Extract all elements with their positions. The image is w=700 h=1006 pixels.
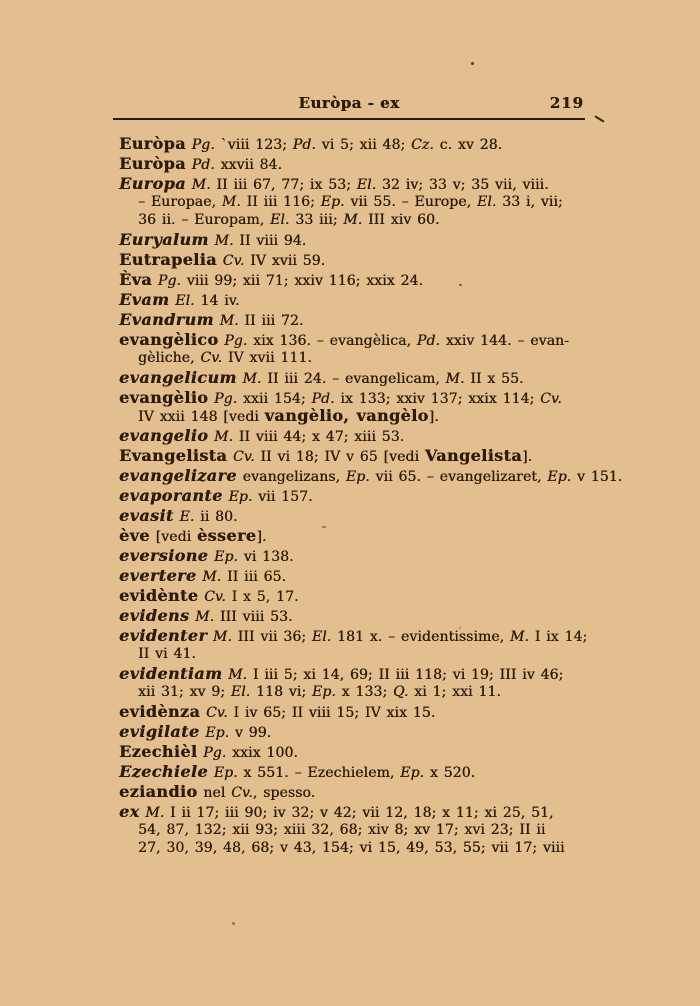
index-entry (119, 311, 585, 329)
cross-reference: vangèlio, vangèlo (264, 406, 429, 425)
work-abbreviation: Ep. (311, 684, 336, 700)
entry-text: v 151. (571, 469, 623, 485)
entry-text: vii 157. (252, 489, 313, 505)
scan-speck (471, 62, 474, 65)
entry-continuation-line (119, 645, 585, 663)
entry-headword: Evandrum (119, 310, 214, 329)
entry-text: II vi 18; IV v 65 [vedi (254, 449, 425, 465)
running-title: Euròpa - ex (298, 94, 400, 112)
entry-text: 32 iv; 33 v; 35 vii, viii. (376, 177, 549, 193)
entry-first-line (119, 665, 585, 683)
entry-first-line (119, 783, 585, 801)
entry-first-line (119, 487, 585, 505)
entry-text: II x 55. (464, 371, 524, 387)
work-abbreviation: Cv. (540, 391, 562, 407)
work-abbreviation: Pg. (224, 333, 248, 349)
entry-text: ˋviii 123; (214, 137, 293, 153)
entry-text: xi 1; xxi 11. (408, 684, 501, 700)
entry-text: xxix 100. (226, 745, 298, 761)
entry-headword: Ezechiele (119, 762, 208, 781)
index-entry (119, 389, 585, 425)
index-entry (119, 567, 585, 585)
entry-text: ]. (522, 449, 533, 465)
work-abbreviation: Cv. (222, 253, 245, 269)
index-entry (119, 626, 588, 663)
work-abbreviation: Cz. (411, 137, 434, 153)
index-entry (119, 466, 623, 485)
entry-first-line (119, 271, 585, 289)
entry-continuation-line (119, 193, 585, 211)
entry-text: II iii 24. – evangelicam, (261, 371, 446, 387)
entry-text: II iii 72. (238, 313, 304, 329)
work-abbreviation: Pd. (292, 137, 316, 153)
entry-first-line (119, 607, 585, 625)
entry-headword: evidens (119, 606, 190, 625)
entry-text: 27, 30, 39, 48, 68; v 43, 154; vi 15, 49, 53, 55; vii 17; viii (138, 840, 565, 856)
entry-text: II vi 41. (138, 646, 196, 662)
entry-first-line (119, 291, 585, 309)
entry-text: xxii 154; (237, 391, 312, 407)
index-entries (113, 120, 623, 857)
entry-text: xxiv 144. – evan- (439, 333, 570, 349)
work-abbreviation: Ep. (547, 469, 572, 485)
entry-text: x 133; (335, 684, 393, 700)
entry-first-line (119, 466, 623, 485)
index-entry (119, 369, 585, 387)
work-abbreviation: Pd. (311, 391, 335, 407)
entry-text: [vedi (149, 529, 197, 545)
entry-text: – Europae, (138, 194, 222, 210)
entry-first-line (119, 231, 585, 249)
index-entry (119, 507, 585, 525)
entry-first-line (119, 311, 585, 329)
index-entry (119, 427, 585, 445)
work-abbreviation: Q. (392, 684, 409, 700)
work-abbreviation: M. (221, 194, 241, 210)
work-abbreviation: M. (202, 569, 222, 585)
entry-first-line (119, 135, 585, 153)
entry-first-line (119, 527, 585, 545)
entry-text: x 520. (424, 765, 476, 781)
entry-text: xxvii 84. (214, 157, 283, 173)
work-abbreviation: M. (191, 177, 211, 193)
entry-text: II iii 65. (221, 569, 287, 585)
entry-headword: eversione (119, 546, 209, 565)
entry-continuation-line (119, 349, 585, 367)
index-entry (119, 607, 585, 625)
work-abbreviation: E. (179, 509, 195, 525)
work-abbreviation: M. (343, 212, 363, 228)
entry-continuation-line (119, 821, 585, 839)
entry-first-line (119, 175, 585, 193)
entry-first-line (119, 587, 585, 605)
index-entry (119, 155, 585, 173)
entry-text: I ix 14; (528, 629, 588, 645)
entry-text: vii 65. – evangelizaret, (369, 469, 548, 485)
index-entry (119, 547, 585, 565)
work-abbreviation: El. (175, 293, 195, 309)
entry-first-line (119, 743, 585, 761)
entry-first-line (119, 331, 585, 349)
work-abbreviation: M. (195, 609, 215, 625)
cross-reference: Vangelista (424, 446, 523, 465)
entry-first-line (119, 447, 585, 465)
entry-headword: Euròpa (119, 134, 186, 153)
work-abbreviation: Ep. (320, 194, 345, 210)
entry-text: nel (197, 785, 232, 801)
entry-text: v 99. (229, 725, 272, 741)
work-abbreviation: Cv. (232, 449, 255, 465)
entry-first-line (119, 626, 588, 645)
entry-text: I iii 5; xi 14, 69; II iii 118; vi 19; III iv 46; (247, 667, 564, 683)
entry-continuation-line (119, 683, 585, 701)
entry-headword: evangèlico (119, 330, 219, 349)
cross-reference: èssere (196, 526, 257, 545)
index-entry (119, 527, 585, 545)
entry-text: xii 31; xv 9; (138, 684, 231, 700)
entry-headword: Eutrapelia (119, 250, 217, 269)
entry-text: 36 ii. – Europam, (138, 212, 271, 228)
entry-text: II viii 94. (233, 233, 307, 249)
entry-text: II iii 67, 77; ix 53; (210, 177, 357, 193)
entry-headword: ève (119, 526, 150, 545)
entry-headword: evaporante (119, 486, 223, 505)
entry-first-line (119, 251, 585, 269)
entry-first-line (119, 155, 585, 173)
work-abbreviation: El. (356, 177, 377, 193)
work-abbreviation: M. (219, 313, 239, 329)
entry-headword: evidenter (119, 626, 208, 645)
entry-text: III vii 36; (231, 629, 312, 645)
entry-text: IV xvii 59. (244, 253, 326, 269)
work-abbreviation: M. (509, 629, 529, 645)
entry-text: IV xxii 148 [vedi (138, 409, 265, 425)
entry-first-line (119, 723, 585, 741)
entry-first-line (119, 389, 585, 407)
entry-text: vii 55. – Europe, (344, 194, 477, 210)
entry-text: I iv 65; II viii 15; IV xix 15. (227, 705, 436, 721)
entry-headword: Ezechièl (119, 742, 198, 761)
entry-text: gèliche, (138, 350, 201, 366)
entry-text: I x 5, 17. (225, 589, 299, 605)
work-abbreviation: Cv. (231, 785, 253, 801)
index-entry (119, 231, 585, 249)
work-abbreviation: M. (228, 667, 248, 683)
entry-text: vi 5; xii 48; (315, 137, 412, 153)
index-entry (119, 803, 585, 857)
index-entry (119, 135, 585, 153)
entry-continuation-line (119, 839, 585, 857)
index-entry (119, 175, 585, 229)
entry-text: II viii 44; x 47; xiii 53. (233, 429, 405, 445)
work-abbreviation: M. (212, 629, 232, 645)
work-abbreviation: M. (214, 233, 234, 249)
work-abbreviation: Pg. (203, 745, 227, 761)
entry-text: evangelizans, (236, 469, 346, 485)
entry-first-line (119, 507, 585, 525)
entry-headword: Evangelista (119, 446, 228, 465)
entry-text: x 551. – Ezechielem, (237, 765, 401, 781)
entry-text: II iii 116; (240, 194, 321, 210)
entry-first-line (119, 703, 585, 721)
entry-text: ii 80. (194, 509, 238, 525)
entry-text: 181 x. – evidentissime, (331, 629, 510, 645)
entry-first-line (119, 803, 585, 821)
page-header (113, 94, 585, 114)
entry-continuation-line (119, 407, 585, 425)
entry-text: 54, 87, 132; xii 93; xiii 32, 68; xiv 8; xv 17; xvi 23; II ii (138, 822, 546, 838)
work-abbreviation: Cv. (205, 705, 228, 721)
entry-headword: evidènte (119, 586, 199, 605)
entry-text: 33 iii; (289, 212, 344, 228)
work-abbreviation: Pg. (191, 137, 215, 153)
entry-headword: Evam (119, 290, 170, 309)
index-entry (119, 703, 585, 721)
entry-text: xix 136. – evangèlica, (247, 333, 417, 349)
work-abbreviation: Pg. (214, 391, 238, 407)
work-abbreviation: El. (270, 212, 290, 228)
entry-headword: Èva (119, 270, 153, 289)
entry-text: ]. (428, 409, 439, 425)
entry-text: IV xvii 111. (222, 350, 312, 366)
entry-headword: evangelizare (119, 466, 237, 485)
index-entry (119, 743, 585, 761)
work-abbreviation: Pg. (157, 273, 181, 289)
index-entry (119, 447, 585, 465)
scan-speck (459, 627, 461, 629)
index-entry (119, 291, 585, 309)
entry-first-line (119, 369, 585, 387)
index-entry (119, 665, 585, 701)
entry-first-line (119, 427, 585, 445)
index-entry (119, 487, 585, 505)
index-entry (119, 723, 585, 741)
entry-headword: eziandio (119, 782, 198, 801)
entry-first-line (119, 763, 585, 781)
index-entry (119, 783, 585, 801)
entry-headword: evasit (119, 506, 174, 525)
scan-speck (459, 284, 462, 286)
work-abbreviation: Pd. (416, 333, 440, 349)
scan-tick-mark (594, 115, 604, 123)
work-abbreviation: Ep. (345, 469, 370, 485)
entry-text: c. xv 28. (433, 137, 503, 153)
index-entry (119, 251, 585, 269)
work-abbreviation: Cv. (200, 350, 223, 366)
work-abbreviation: Pd. (191, 157, 215, 173)
entry-headword: Euròpa (119, 154, 186, 173)
work-abbreviation: M. (145, 805, 165, 821)
entry-headword: evigilate (119, 722, 200, 741)
entry-headword: evertere (119, 566, 197, 585)
entry-text: 14 iv. (194, 293, 240, 309)
work-abbreviation: M. (214, 429, 234, 445)
entry-text: 33 i, vii; (496, 194, 563, 210)
entry-first-line (119, 547, 585, 565)
scan-speck (322, 526, 326, 528)
entry-continuation-line (119, 211, 585, 229)
entry-headword: evangelio (119, 426, 209, 445)
work-abbreviation: El. (230, 684, 251, 700)
entry-headword: ex (119, 802, 140, 821)
work-abbreviation: El. (476, 194, 497, 210)
index-entry (119, 587, 585, 605)
entry-text: ix 133; xxiv 137; xxix 114; (334, 391, 541, 407)
index-entry (119, 271, 585, 289)
work-abbreviation: M. (445, 371, 465, 387)
work-abbreviation: M. (242, 371, 262, 387)
page-number: 219 (549, 94, 584, 112)
entry-text: III viii 53. (214, 609, 293, 625)
entry-headword: evidènza (119, 702, 201, 721)
work-abbreviation: Cv. (204, 589, 226, 605)
entry-headword: evangelicum (119, 368, 237, 387)
entry-text: ]. (256, 529, 267, 545)
entry-headword: Europa (119, 174, 186, 193)
work-abbreviation: El. (311, 629, 332, 645)
work-abbreviation: Ep. (228, 489, 253, 505)
entry-text: vi 138. (237, 549, 294, 565)
entry-text: III xiv 60. (362, 212, 440, 228)
entry-headword: evidentiam (119, 664, 223, 683)
work-abbreviation: Ep. (213, 765, 238, 781)
scan-speck (232, 922, 235, 925)
index-entry (119, 331, 585, 367)
entry-text: viii 99; xii 71; xxiv 116; xxix 24. (180, 273, 424, 289)
entry-text: , spesso. (252, 785, 316, 801)
work-abbreviation: Ep. (400, 765, 425, 781)
entry-headword: evangèlio (119, 388, 209, 407)
work-abbreviation: Ep. (205, 725, 230, 741)
entry-first-line (119, 567, 585, 585)
index-entry (119, 763, 585, 781)
entry-text: I ii 17; iii 90; iv 32; v 42; vii 12, 18; x 11; xi 25, 51, (164, 805, 554, 821)
work-abbreviation: Ep. (214, 549, 238, 565)
entry-text: 118 vi; (250, 684, 312, 700)
entry-headword: Euryalum (119, 230, 209, 249)
